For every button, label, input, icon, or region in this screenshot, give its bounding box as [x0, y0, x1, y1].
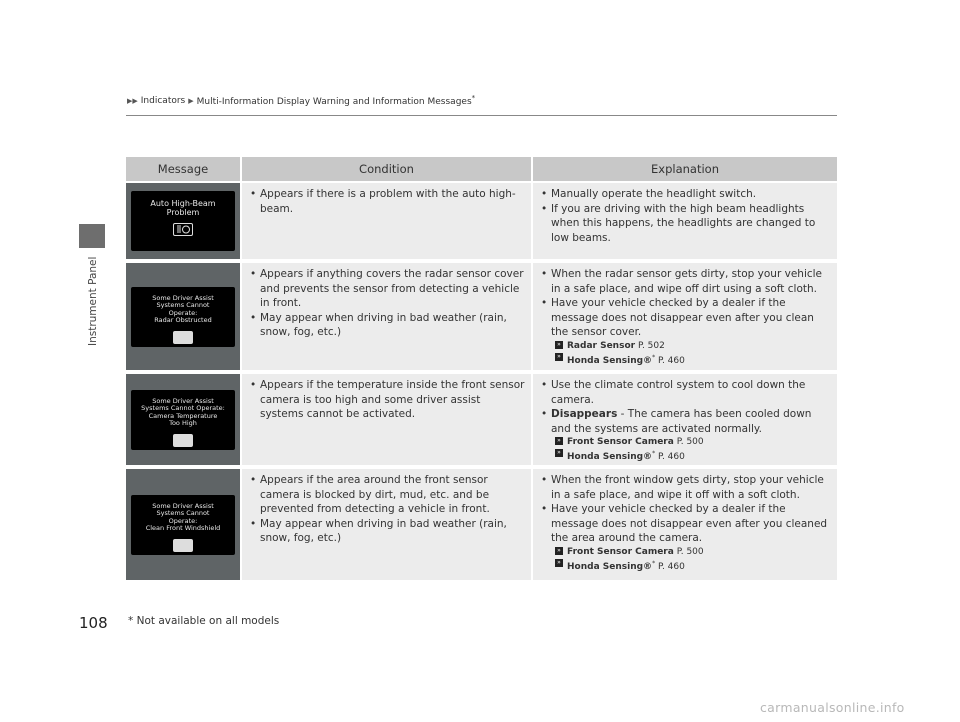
condition-cell [242, 469, 533, 580]
reference-arrow-icon: » [555, 353, 563, 361]
explanation-item: • Disappears - The camera has been cooled down and the systems are activated normally. [539, 407, 831, 436]
explanation-item: • When the radar sensor gets dirty, stop your vehicle in a safe place, and wipe off dirt using a soft cloth. [539, 267, 831, 296]
explanation-cell [533, 469, 837, 580]
camera-temperature-icon [173, 434, 193, 447]
screen-text: Operate: [168, 308, 198, 317]
screen-text: Systems Cannot Operate: [141, 404, 225, 412]
cross-reference[interactable]: » Radar Sensor P. 502 [539, 340, 831, 352]
breadcrumb-asterisk: * [471, 94, 476, 102]
cross-reference[interactable]: » Front Sensor Camera P. 500 [539, 546, 831, 558]
explanation-item: • Have your vehicle checked by a dealer if the message does not disappear even after you cleaned the area around the camera. [539, 502, 831, 546]
breadcrumb-arrow-icon: ▶ [188, 96, 194, 105]
message-image-cell [126, 263, 242, 370]
reference-arrow-icon: » [555, 449, 563, 457]
display-screen-image [131, 495, 235, 555]
screen-text: Some Driver Assist [152, 501, 214, 510]
explanation-item: • Manually operate the headlight switch. [539, 187, 831, 202]
reference-arrow-icon: » [555, 559, 563, 567]
screen-text: Systems Cannot [156, 509, 210, 517]
screen-text: Too High [169, 419, 197, 427]
condition-item: • Appears if anything covers the radar sensor cover and prevents the sensor from detecting a vehicle in front. [248, 267, 525, 311]
reference-arrow-icon: » [555, 547, 563, 555]
screen-text: Problem [166, 208, 200, 217]
screen-text: Auto High-Beam [150, 199, 216, 208]
side-label: Instrument Panel [87, 256, 99, 346]
breadcrumb-arrow-icon: ▶▶ [127, 96, 138, 105]
condition-item: • May appear when driving in bad weather (rain, snow, fog, etc.) [248, 311, 525, 340]
screen-text: Some Driver Assist [152, 293, 214, 302]
section-tab [79, 224, 105, 248]
header-explanation: Explanation [533, 157, 837, 181]
display-screen-image [131, 287, 235, 347]
condition-cell [242, 374, 533, 465]
screen-text: Camera Temperature [148, 411, 218, 420]
condition-item: • Appears if the temperature inside the front sensor camera is too high and some driver assist systems cannot be activated. [248, 378, 525, 422]
explanation-item: • Have your vehicle checked by a dealer if the message does not disappear even after you clean the sensor cover. [539, 296, 831, 340]
breadcrumb-item-1[interactable]: Indicators [140, 95, 186, 106]
explanation-cell [533, 183, 837, 259]
screen-text: Operate: [168, 516, 198, 525]
table-row [126, 263, 837, 370]
condition-item: • Appears if the area around the front sensor camera is blocked by dirt, mud, etc. and be prevented from detecting a vehicle in front. [248, 473, 525, 517]
page-number: 108 [79, 614, 108, 632]
cross-reference[interactable]: » Front Sensor Camera P. 500 [539, 436, 831, 448]
breadcrumb [127, 94, 475, 107]
condition-cell [242, 263, 533, 370]
explanation-cell [533, 374, 837, 465]
table-row [126, 469, 837, 580]
radar-sensor-icon [173, 331, 193, 344]
cross-reference[interactable]: » Honda Sensing®* P. 460 [539, 448, 831, 463]
display-screen-image [131, 390, 235, 450]
header-message: Message [126, 157, 242, 181]
watermark: carmanualsonline.info [760, 700, 905, 715]
breadcrumb-item-2[interactable]: Multi-Information Display Warning and Information Messages* [196, 94, 476, 107]
screen-text: Systems Cannot [156, 301, 210, 309]
explanation-cell [533, 263, 837, 370]
auto-high-beam-icon [173, 223, 193, 236]
condition-item: • Appears if there is a problem with the auto high-beam. [248, 187, 525, 216]
screen-text: Clean Front Windshield [145, 524, 221, 532]
table-row [126, 374, 837, 465]
message-image-cell [126, 183, 242, 259]
screen-text: Some Driver Assist [152, 396, 214, 405]
condition-item: • May appear when driving in bad weather (rain, snow, fog, etc.) [248, 517, 525, 546]
table-row [126, 183, 837, 259]
display-screen-image [131, 191, 235, 251]
message-image-cell [126, 469, 242, 580]
explanation-item: • When the front window gets dirty, stop your vehicle in a safe place, and wipe it off with a soft cloth. [539, 473, 831, 502]
table-header [126, 157, 837, 181]
header-condition: Condition [242, 157, 533, 181]
footnote: * Not available on all models [128, 615, 280, 627]
header-divider [126, 115, 837, 116]
explanation-item: • If you are driving with the high beam headlights when this happens, the headlights are changed to low beams. [539, 202, 831, 246]
windshield-camera-icon [173, 539, 193, 552]
condition-cell [242, 183, 533, 259]
cross-reference[interactable]: » Honda Sensing®* P. 460 [539, 352, 831, 367]
message-image-cell [126, 374, 242, 465]
explanation-item: • Use the climate control system to cool down the camera. [539, 378, 831, 407]
cross-reference[interactable]: » Honda Sensing®* P. 460 [539, 558, 831, 573]
reference-arrow-icon: » [555, 341, 563, 349]
reference-arrow-icon: » [555, 437, 563, 445]
screen-text: Radar Obstructed [154, 316, 212, 324]
